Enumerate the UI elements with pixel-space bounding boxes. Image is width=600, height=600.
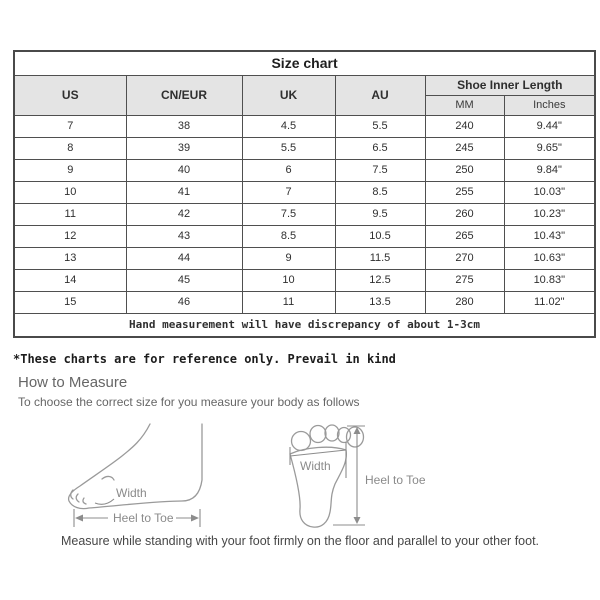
table-cell: 15 — [14, 291, 126, 313]
print-width-label: Width — [300, 459, 331, 473]
table-cell: 44 — [126, 247, 242, 269]
table-cell: 250 — [425, 159, 504, 181]
side-width-label: Width — [116, 486, 147, 500]
table-cell: 4.5 — [242, 115, 335, 137]
left-arrowhead — [75, 515, 83, 522]
table-cell: 11 — [14, 203, 126, 225]
heel-toe-vertical-ticks — [333, 426, 365, 525]
table-cell: 9.44" — [504, 115, 595, 137]
table-cell: 7 — [242, 181, 335, 203]
width-pointer-curve — [95, 499, 114, 504]
side-heel-to-toe-label: Heel to Toe — [113, 511, 174, 525]
table-cell: 10.03" — [504, 181, 595, 203]
table-cell: 11 — [242, 291, 335, 313]
table-cell: 11.02" — [504, 291, 595, 313]
table-cell: 265 — [425, 225, 504, 247]
foot-side-profile-diagram — [66, 424, 206, 536]
table-cell: 39 — [126, 137, 242, 159]
table-title-row — [14, 51, 595, 75]
table-cell: 10.63" — [504, 247, 595, 269]
measure-caption: Measure while standing with your foot firmly on the floor and parallel to your other foot. — [60, 534, 540, 548]
table-cell: 6 — [242, 159, 335, 181]
col-header-au: AU — [335, 75, 425, 115]
table-cell: 7.5 — [335, 159, 425, 181]
size-chart-table — [13, 50, 596, 338]
toe-5 — [347, 427, 364, 447]
table-cell: 8.5 — [335, 181, 425, 203]
table-row — [14, 269, 595, 291]
print-heel-to-toe-label: Heel to Toe — [365, 473, 426, 487]
table-cell: 43 — [126, 225, 242, 247]
table-cell: 38 — [126, 115, 242, 137]
table-row — [14, 181, 595, 203]
table-cell: 13.5 — [335, 291, 425, 313]
table-cell: 6.5 — [335, 137, 425, 159]
reference-note: *These charts are for reference only. Prevail in kind — [13, 352, 396, 366]
col-header-cn-eur: CN/EUR — [126, 75, 242, 115]
table-cell: 7 — [14, 115, 126, 137]
foot-toe-detail — [71, 476, 114, 504]
table-cell: 10.43" — [504, 225, 595, 247]
table-cell: 9 — [14, 159, 126, 181]
table-cell: 5.5 — [335, 115, 425, 137]
col-header-mm: MM — [425, 95, 504, 115]
col-header-uk: UK — [242, 75, 335, 115]
footprint-diagram — [283, 420, 433, 535]
toe-3 — [325, 425, 339, 441]
table-cell: 8 — [14, 137, 126, 159]
table-cell: 260 — [425, 203, 504, 225]
table-cell: 270 — [425, 247, 504, 269]
table-cell: 8.5 — [242, 225, 335, 247]
table-cell: 7.5 — [242, 203, 335, 225]
table-row — [14, 247, 595, 269]
table-cell: 10.5 — [335, 225, 425, 247]
table-header-row — [14, 75, 595, 95]
table-cell: 10 — [14, 181, 126, 203]
table-cell: 245 — [425, 137, 504, 159]
table-cell: 240 — [425, 115, 504, 137]
right-arrowhead — [191, 515, 199, 522]
table-cell: 11.5 — [335, 247, 425, 269]
table-cell: 46 — [126, 291, 242, 313]
table-cell: 13 — [14, 247, 126, 269]
bottom-arrowhead — [354, 517, 361, 524]
col-header-us: US — [14, 75, 126, 115]
table-row — [14, 115, 595, 137]
table-row — [14, 225, 595, 247]
table-cell: 45 — [126, 269, 242, 291]
toe-1 — [292, 432, 311, 451]
table-cell: 9 — [242, 247, 335, 269]
col-header-inches: Inches — [504, 95, 595, 115]
size-table-body — [14, 115, 595, 313]
table-cell: 40 — [126, 159, 242, 181]
toe-2 — [310, 426, 326, 443]
table-row — [14, 159, 595, 181]
col-header-inner-length: Shoe Inner Length — [425, 75, 595, 95]
table-cell: 10 — [242, 269, 335, 291]
table-cell: 10.23" — [504, 203, 595, 225]
table-title: Size chart — [14, 51, 595, 75]
table-cell: 12.5 — [335, 269, 425, 291]
table-row — [14, 291, 595, 313]
table-cell: 14 — [14, 269, 126, 291]
table-row — [14, 203, 595, 225]
table-cell: 255 — [425, 181, 504, 203]
table-cell: 9.5 — [335, 203, 425, 225]
table-cell: 10.83" — [504, 269, 595, 291]
table-cell: 275 — [425, 269, 504, 291]
table-cell: 41 — [126, 181, 242, 203]
table-row — [14, 137, 595, 159]
table-footer-row — [14, 313, 595, 337]
table-cell: 42 — [126, 203, 242, 225]
table-cell: 9.84" — [504, 159, 595, 181]
table-cell: 12 — [14, 225, 126, 247]
table-footnote: Hand measurement will have discrepancy of about 1-3cm — [14, 313, 595, 337]
how-to-measure-heading: How to Measure — [18, 374, 128, 391]
table-cell: 5.5 — [242, 137, 335, 159]
table-cell: 280 — [425, 291, 504, 313]
table-cell: 9.65" — [504, 137, 595, 159]
how-to-measure-subtitle: To choose the correct size for you measure your body as follows — [18, 395, 360, 409]
